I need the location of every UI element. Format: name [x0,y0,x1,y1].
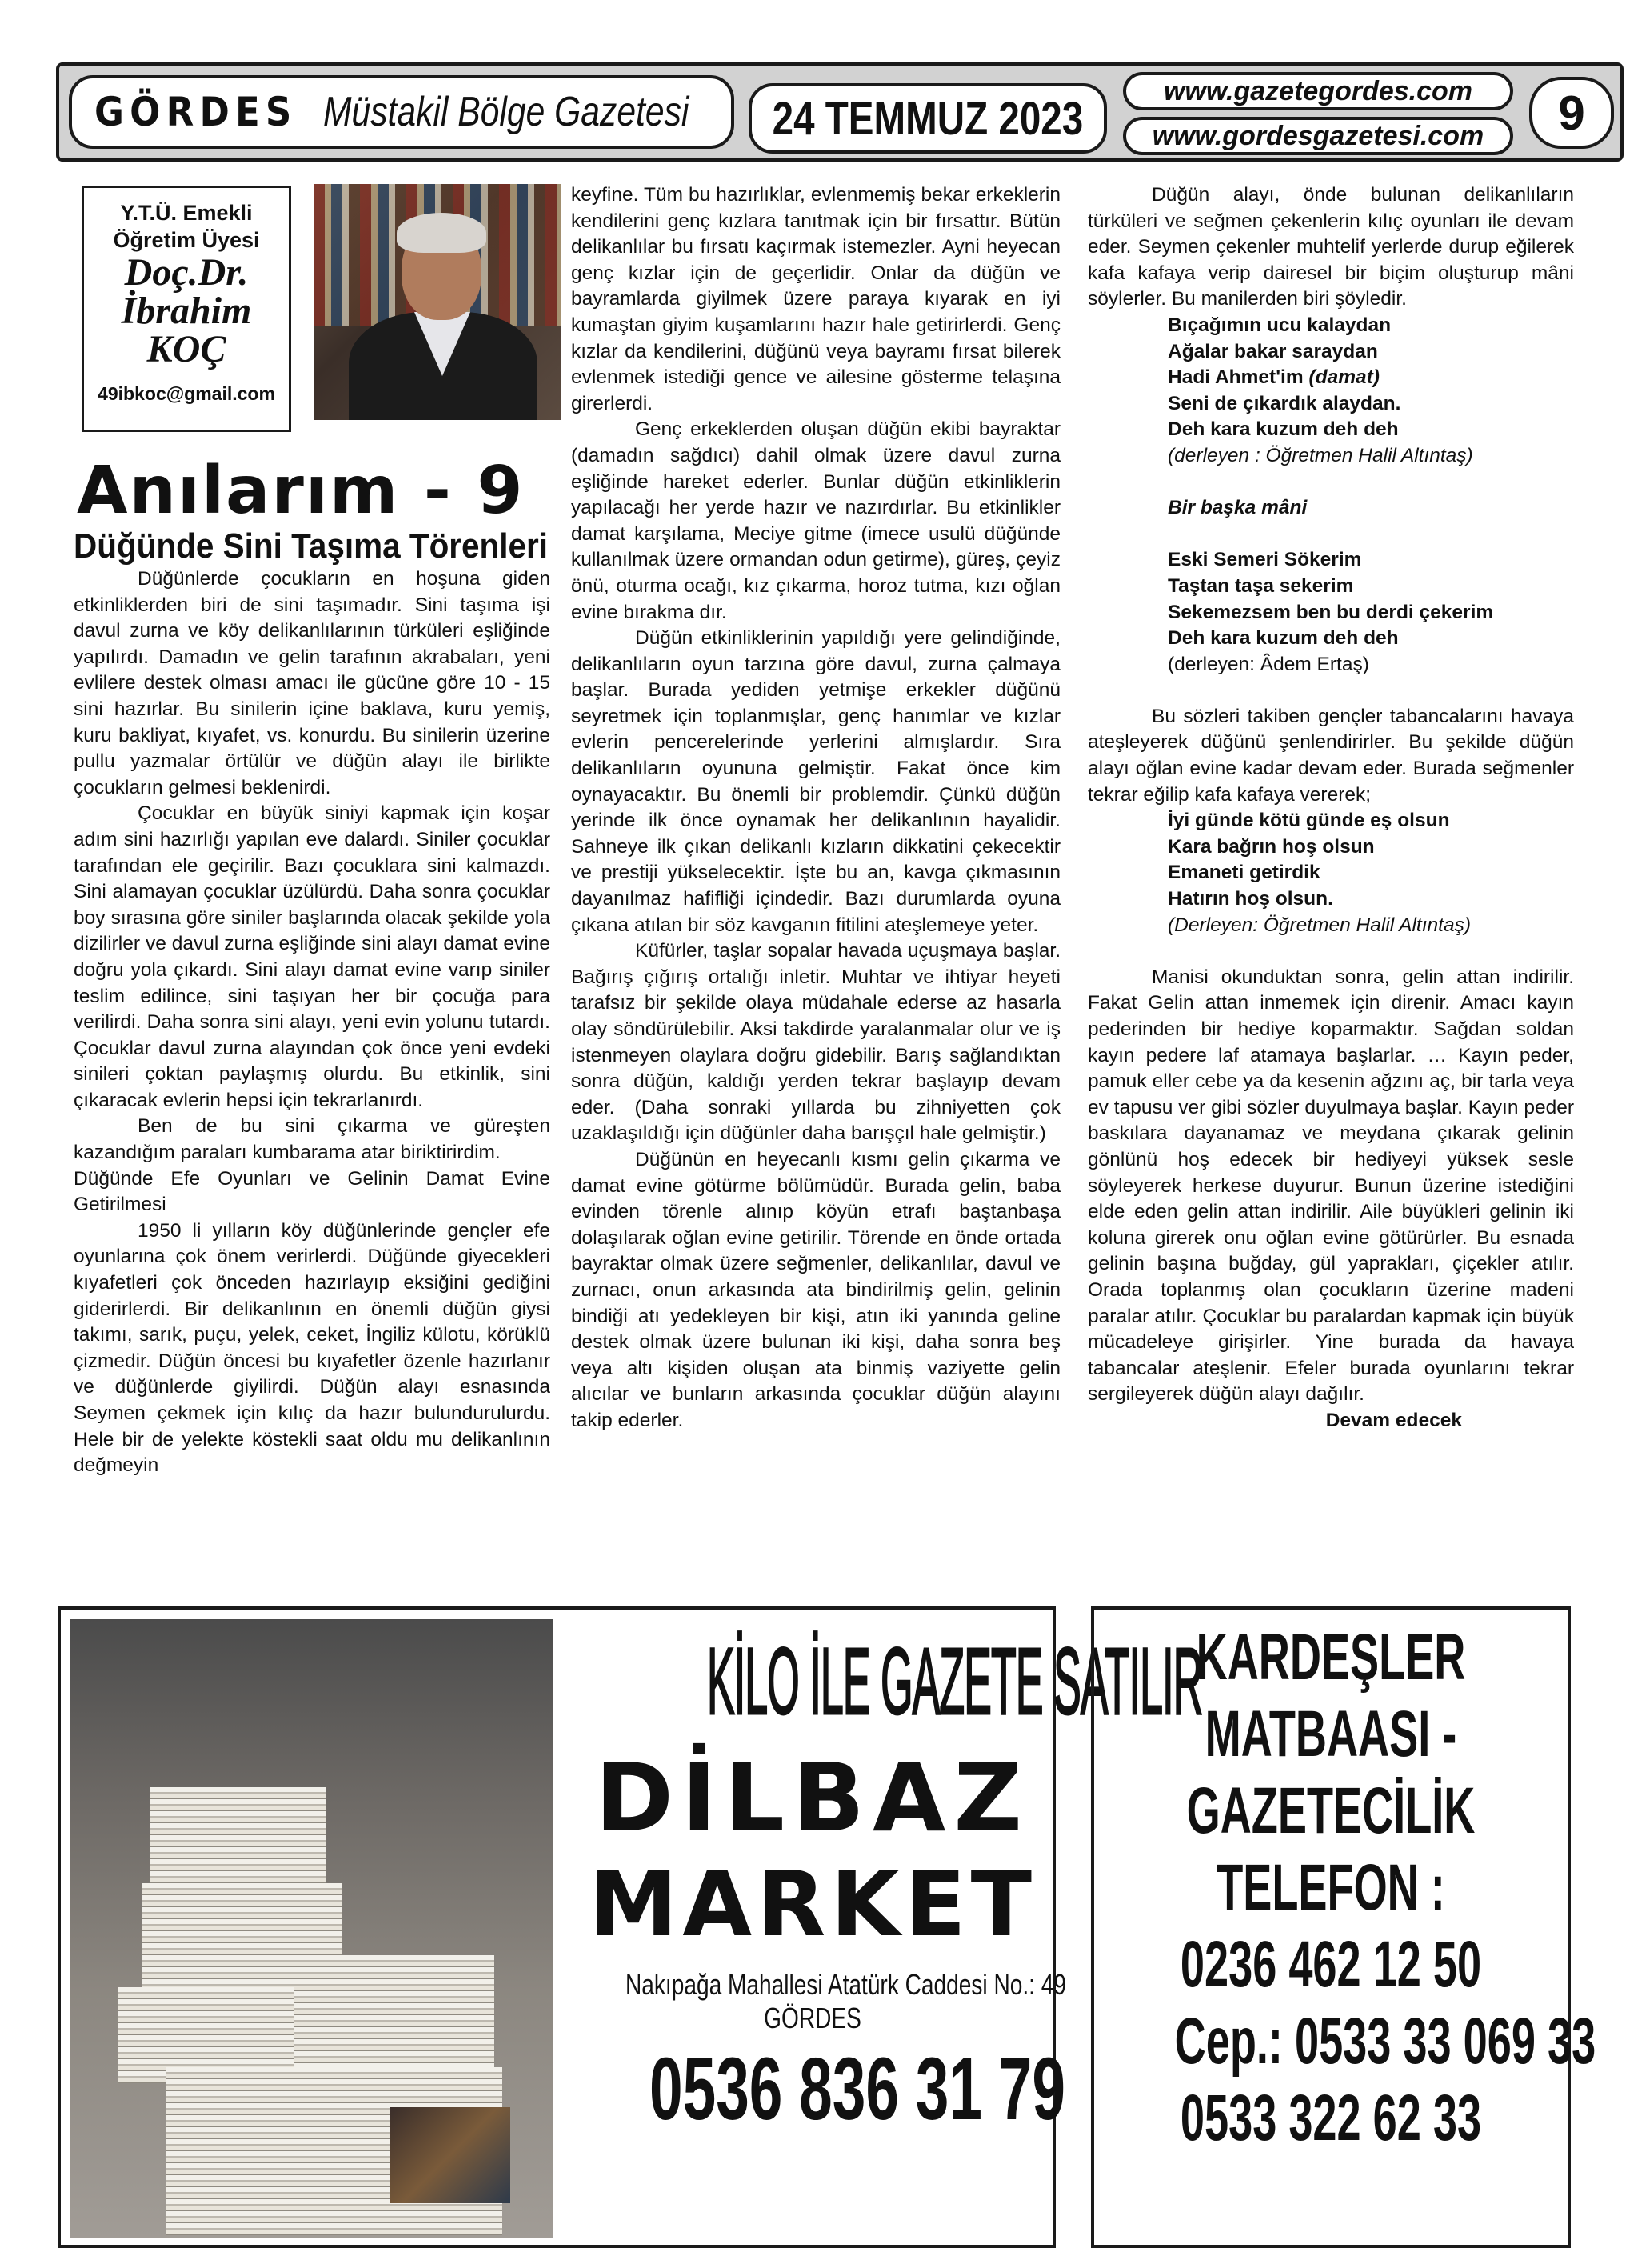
poem-line: Bıçağımın ucu kalaydan [1168,314,1392,336]
author-first-name: İbrahim [121,290,252,332]
section-heading: Düğünde Efe Oyunları ve Gelinin Damat Evine Getirilmesi [74,1167,550,1216]
website-link-2[interactable]: www.gordesgazetesi.com [1123,117,1513,155]
poem-note: (damat) [1308,366,1380,389]
paper-name: GÖRDES [94,89,298,135]
paper-subtitle: Müstakil Bölge Gazetesi [322,89,689,135]
poem-line: Eski Semeri Sökerim [1168,549,1362,571]
ad-line-2: MATBAASI - [1205,1698,1457,1770]
poem-1 [1088,313,1574,704]
paragraph: Düğün alayı, önde bulunan delikanlıların türküleri ve seğmen çekenlerin kılıç oyunları ile devam eder. Seymen çekenler muhtelif yerlerde durup eğilerek kafa kafaya verip dairesel bir biçim oluşturup mâni söylerler. Bu manilerden biri şöyledir. [1088,184,1574,310]
newspaper-stack-photo [70,1619,553,2238]
article-column-3 [1088,182,1574,1434]
article-column-1 [74,566,550,1479]
article-column-2 [571,182,1061,1434]
author-line2: Öğretim Üyesi [113,228,260,252]
issue-date: 24 TEMMUZ 2023 [772,92,1084,145]
paragraph: Düğünlerde çocukların en hoşuna giden etkinliklerden biri de sini taşımadır. Sini taşıma işi davul zurna ve köy delikanlılarının türküleri eşliğinde yapılırdı. Damadın ve gelin tarafının akrabaları, yeni evlilere destek olması amacı ile gücüne göre 10 - 15 sini hazırlar. Bu sinilerin içine baklava, kuru yemiş, kuru bakliyat, kıyafet, vs. konurdu. Bu sinilerin üzerine pullu yazmalar örtülür ve düğün alayı ile birlikte çocukların gelmesi beklenirdi. [74,568,550,798]
poem-line: İyi günde kötü günde eş olsun [1168,810,1450,832]
poem-line: Taştan taşa sekerim [1168,574,1354,597]
poem-credit: (derleyen : Öğretmen Halil Altıntaş) [1168,444,1473,466]
website-link-1[interactable]: www.gazetegordes.com [1123,72,1513,110]
ad-mobile-1[interactable]: Cep.: 0533 33 069 33 [1174,2005,1596,2078]
poem-credit: (Derleyen: Öğretmen Halil Altıntaş) [1168,914,1471,936]
poem-line: Kara bağrın hoş olsun [1168,835,1375,858]
paragraph: 1950 li yılların köy düğünlerinde gençler efe oyunlarına çok önem verirlerdi. Düğünde giyecekleri kıyafetleri çok önceden hazırlayıp eksiğini gediğini giderirlerdi. Bir delikanlının en önemli düğün giysi takımı, sarık, puçu, yelek, ceket, İngiliz külotu, körüklü çizmedir. Düğün öncesi bu kıyafetler özenle hazırlanır ve düğünlerde giyilirdi. Düğün alayı esnasında Seymen çekmek için kılıç da hazır bulundurulurdu. Hele bir de yelekte köstekli saat oldu mu delikanlının değmeyin [74,1219,550,1477]
paragraph: Genç erkeklerden oluşan düğün ekibi bayraktar (damadın sağdıcı) dahil olmak üzere davul zurna eşliğinde hareket ederler. Bunlar düğün etkinliklerin yapılacağı her yerde hazır ve nazırdırlar. Bu etkinlikler damat karşılama, Meciye gitme (imece usulü düğünde kullanılmak üzere ormandan odun getirme), güreş, çeyiz önü, oturma ocağı, kız çıkarma, horoz tutma, kızı oğlan evine bırakma dır. [571,418,1061,623]
author-last-name: KOÇ [146,328,226,370]
paragraph: Küfürler, taşlar sopalar havada uçuşmaya başlar. Bağırış çığırış ortalığı inletir. Muhtar ve ihtiyar heyeti tarafsız bir şekilde olaya müdahale ederse az hasarla olay söndürülebilir. Aksi takdirde yaralanmalar olur ve iş istenmeyen olaylara doğru gidebilir. Barış sağlandıktan sonra düğün, kaldığı yerden tekrar başlayıp devam eder. (Daha sonraki yıllarda bu zihniyetten çok uzaklaşıldığı için düğünler daha barışçıl hale gelmiştir.) [571,940,1061,1145]
poem-credit: (derleyen: Âdem Ertaş) [1168,653,1369,675]
poem-3 [1088,808,1574,965]
ad-line-1: KARDEŞLER [1196,1621,1466,1694]
issue-date-box [749,83,1107,154]
store-name-1: DİLBAZ [595,1742,1030,1853]
article-subtitle: Düğünde Sini Taşıma Törenleri [74,526,549,566]
ad-line-4: TELEFON : [1217,1851,1445,1924]
paragraph: Bu sözleri takiben gençler tabancalarını havaya ateşleyerek düğünü şenlendirirler. Bu şekilde düğün alayı oğlan evine kadar devam eder. Burada seğmenler tekrar eğilip kafa kafaya vererek; [1088,705,1574,806]
store-address: Nakıpağa Mahallesi Atatürk Caddesi No.: 49 [625,1968,1066,2001]
author-box [82,186,291,432]
paragraph: Çocuklar en büyük siniyi kapmak için koşar adım sini hazırlığı yapılan eve dalardı. Siniler çocuklar tarafından ele geçirilir. Bazı çocuklara sini kalmazdı. Sini alamayan çocuklar üzülürdü. Daha sonra çocuklar boy sırasına göre siniler başlarında olacak şekilde yola dizilirler ve davul zurna eşliğinde sini alayı damat evine doğru yola çıkardı. Sini alayı damat evine varıp siniler teslim edilince, sini taşıyan her bir çocuğa para verilirdi. Daha sonra sini alayı, yeni evin yolunu tutardı. Çocuklar davul zurna alayından çok önce yeni evdeki sinileri çoktan paylaşmış olurdu. Bu etkinlik, sini çıkaracak evlerin hepsi için tekrarlanırdı. [74,802,550,1111]
author-title: Doç.Dr. [124,251,249,294]
ad-mobile-2[interactable]: 0533 322 62 33 [1180,2082,1482,2154]
poem-line: Sekemezsem ben bu derdi çekerim [1168,601,1494,623]
poem-line: Seni de çıkardık alaydan. [1168,392,1401,414]
author-line1: Y.T.Ü. Emekli [120,201,253,225]
poem-line: Hatırın hoş olsun. [1168,888,1333,910]
poem-2-title: Bir başka mâni [1168,497,1308,519]
page-number-box [1529,77,1614,149]
paragraph: Ben de bu sini çıkarma ve güreşten kazandığım paraları kumbarama atar biriktirirdim. [74,1115,550,1164]
ad-line-3: GAZETECİLİK [1186,1774,1476,1847]
author-email[interactable]: 49ibkoc@gmail.com [98,383,275,404]
ad-text [573,1610,1203,2140]
paragraph: Düğün etkinliklerinin yapıldığı yere gelindiğinde, delikanlıların oyun tarzına göre davul, zurna çalmaya başlar. Burada yediden yetmişe erkekler düğünü seyretmek için toplanmışlar, genç hanımlar ve kızlar evlerin pencerelerinde yerlerini almışlardır. Sıra delikanlıların oyununa gelmiştir. Fakat önce kim oynayacaktır. Bu önemli bir problemdir. Çünkü düğün yerinde ilk önce oynamak her delikanlının hayalidir. Sahneye ilk çıkan delikanlı kızların dikkatini çekecektir ve prestiji yükselecektir. İşte bu an, kavga çıkmasının dayanılmaz hafifliği içindedir. Bazı durumlarda oyuna çıkana atılan bir söz kavganın fitilini ateşlemeye yeter. [571,627,1061,936]
continued-label: Devam edecek [1325,1409,1462,1431]
store-town: GÖRDES [764,2002,861,2034]
dilbaz-market-ad [58,1606,1203,2248]
ad-phone[interactable]: 0236 462 12 50 [1180,1928,1482,2001]
poem-line: Hadi Ahmet'im [1168,366,1304,389]
paragraph: keyfine. Tüm bu hazırlıklar, evlenmemiş bekar erkeklerin kendilerini genç kızlara tanıtmak için bir fırsattır. Bütün delikanlılar bu fırsatı kaçırmak istemezler. Ayni heyecan genç kızlar için de geçerlidir. Onlar da düğün ve bayramlarda giyilmek üzere paraya kıyarak en iyi kumaştan giyim kuşamlarını hazır hale getirirlerdi. Genç kızlar da kendilerini, düğünü veya bayramı fırsat bilerek evlenmek istediği gence ve ailesine gösterme telaşına girerlerdi. [571,184,1061,414]
ad-headline: KİLO İLE GAZETE SATILIR [707,1629,1203,1734]
store-phone[interactable]: 0536 836 31 79 [649,2040,1065,2138]
masthead-bar [56,62,1624,162]
author-photo [314,184,561,420]
poem-line: Deh kara kuzum deh deh [1168,627,1399,650]
poem-line: Emaneti getirdik [1168,862,1320,884]
store-name-2: MARKET [588,1853,1037,1957]
poem-line: Deh kara kuzum deh deh [1168,418,1399,441]
paragraph: Manisi okunduktan sonra, gelin attan indirilir. Fakat Gelin attan inmemek için direnir. Amacı kayın pederinden bir hediye koparmaktır. Sağdan soldan kayın pedere laf atamaya başlarlar. … Kayın peder, pamuk eller cebe ya da kesenin ağzını aç, bir tarla veya ev tapusu ver gibi sözler duyulmaya başlar. Kayın peder baskılara dayanamaz ve meydana çıkarak gelinin gönlünü hoş edecek bir hediyeyi yüksek sesle söyleyerek herkese duyurur. Bunun üzerine istediğini elde eden gelin attan indirilir. Aile büyükleri gelinin iki koluna girerek onu oğlan evine götürürler. Bu esnada gelinin başına buğday, gül yaprakları, çiçekler atılır. Orada toplanmış olan çocukların üzerine madeni paralar atılır. Çocuklar bu paralardan kapmak için büyük mücadeleye girişirler. Yine burada da havaya tabancalar ateşlenir. Efeler burada oyunlarını tekrar sergileyerek düğün alayı dağılır. [1088,966,1574,1406]
page-number: 9 [1558,86,1585,140]
paragraph: Düğünün en heyecanlı kısmı gelin çıkarma ve damat evine götürme bölümüdür. Burada gelin, baba evinden törenle alınıp köyün etrafı baştanbaşa dolaşılarak oğlan evine getirilir. Törende en önde ortada bayraktar olmak üzere seğmenler, delikanlılar, davul ve zurnacı, onun arkasında ata bindirilmiş gelin, gelinin bindiği atı yedekleyen bir kişi, atın iki yanında geline destek olmak üzere bulunan iki kişi, daha sonra beş veya altı kişiden oluşan ata binmiş vaziyette gelin alıcılar ve bunların arkasında çocuklar düğün alayını takip ederler. [571,1148,1061,1431]
masthead [69,75,734,149]
kardesler-matbaasi-ad [1091,1606,1596,2248]
article-title: Anılarım - 9 [77,453,525,529]
poem-line: Ağalar bakar saraydan [1168,340,1378,362]
